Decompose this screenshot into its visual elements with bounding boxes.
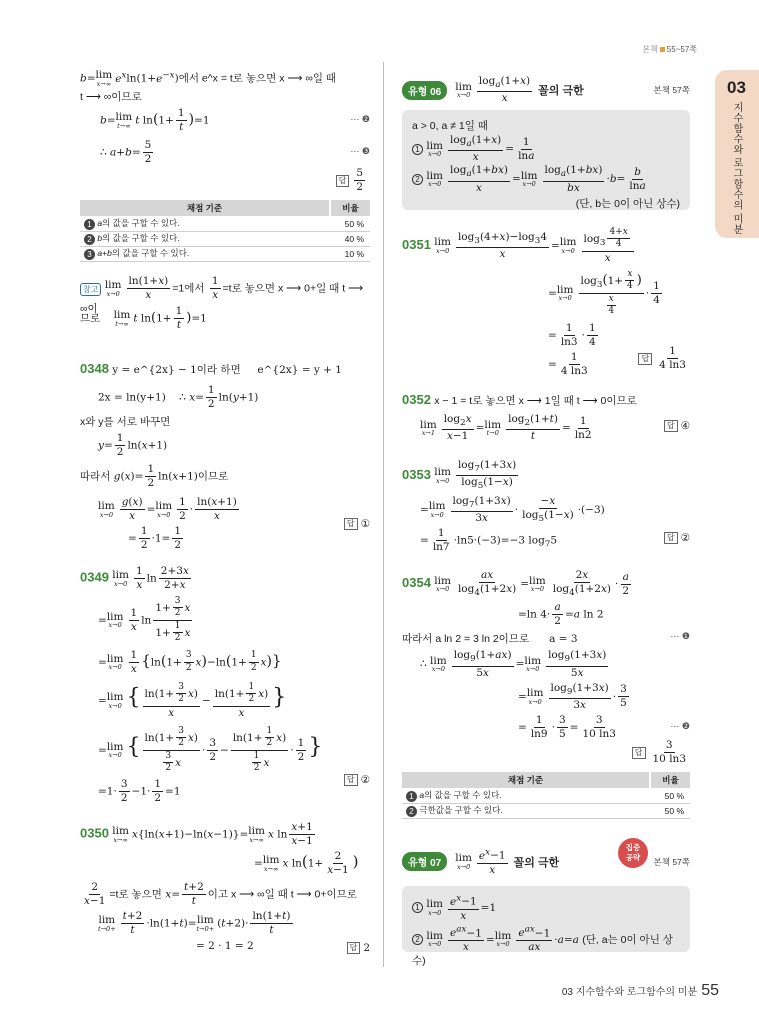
table-row: 2 b의 값을 구할 수 있다. 40 % <box>80 231 370 246</box>
type-07-header: 유형 07 lim x→0 $\frac{e^x-1}{x}$ 꼴의 극한 본책 57쪽 <box>402 848 690 876</box>
a-plus-b-line: ∴ a+b= $\frac{5}{2}$ ⋯ ❸ <box>100 139 370 166</box>
page-number: 55 <box>701 982 719 999</box>
type-06-header: 유형 06 lim x→0 $\frac{\log_a(1+x)}{x}$ 꼴의 극한 본책 57쪽 <box>402 76 690 104</box>
reference-note: 참고 lim x→0 $\frac{\ln(1+x)}{x}$ =1에서 $\frac{1}{x}$ =t로 놓으면 x ⟶ 0+일 때 t ⟶ ∞이 <box>80 275 364 316</box>
orange-square-icon <box>660 47 665 52</box>
type-07-badge: 유형 07 <box>402 852 447 871</box>
table-row: 2 극한값을 구할 수 있다. 50 % <box>402 803 690 818</box>
problem-0350: 0350 lim x→∞ x{ln(x+1)−ln(x−1)}= lim x→∞ x ln $\frac{x+1}{x-1}$ = lim x→∞ x ln(1+ $\frac{2}{x-1}$ ) $\frac{2}{x-1}$ =t로 놓으면 x= $\frac{t+2}{t}$ 이고 x ⟶ ∞일 때 t ⟶ 0+이므로 lim t→0+ $\frac{t+2}{t}$ ·ln(1+t)= lim t→0+ (t+2)· $\frac{\ln(1+t)}{t}$ = 2 · 1 = 2 답 2 <box>80 821 370 954</box>
table-row: 1 a의 값을 구할 수 있다. 50 % <box>80 216 370 231</box>
chapter-title: 지수함수와 로그함수의 미분 <box>731 102 742 235</box>
problem-0354: 0354 lim x→0 $\frac{ax}{\log_4(1+2x)}$ = lim x→0 $\frac{2x}{\log_4(1+2x)}$ · $\frac{a}{2}$ =ln 4· $\frac{a}{2}$ =a ln 2 따라서 a ln 2 = 3 ln 2이므로 a = 3 ⋯ ❶ ∴ lim x→0 $\frac{\log_9(1+ax)}{5x}$ = lim x→0 $\frac{\log_9(1+3x)}{5x}$ = lim x→0 $\frac{\log_9(1+3x)}{3x}$ · $\frac{3}{5}$ = $\frac{1}{\ln 9}$ · $\frac{3}{5}$ = $\frac{3}{10 \ln 3}$ ⋯ ❷ 답 $\frac{3}{10 \ln 3}$ <box>402 569 690 766</box>
focus-strategy-badge: 집중 공략 <box>618 838 648 868</box>
problem-0349: 0349 lim x→0 $\frac{1}{x}$ ln $\frac{2+3x}{2+x}$ = lim x→0 $\frac{1}{x}$ ln 1+ $\frac{3}{2}$ x 1+ $\frac{1}{2}$ x = lim x→0 $\frac{1}{x}$ {ln(1+ $\frac{3}{2}$ x)−ln(1+ $\frac{1}{2}$ x)} = lim x→0 { ln(1+ $\frac{3}{2}$ x) x − ln(1+ $\frac{1}{2}$ x) x } = lim x→0 { ln(1+ $\frac{3}{2}$ x) $\frac{3}{2}$ x · $\frac{3}{2}$ − ln(1+ $\frac{1}{2}$ x) $\frac{1}{2}$ x · $\frac{1}{2}$ } =1· $\frac{3}{2}$ −1· $\frac{1}{2}$ =1 답 ② <box>80 565 370 805</box>
left-scoring-table: 채점 기준 비율 1 a의 값을 구할 수 있다. 50 % 2 b의 값을 구할 수 있다. 40 % 3 a+b의 값을 구할 수 있다. 10 % <box>80 200 370 262</box>
problem-0352: 0352 x − 1 = t로 놓으면 x ⟶ 1일 때 t ⟶ 0이므로 lim x→1 $\frac{\log_2x}{x-1}$ = lim t→0 $\frac{\log_2(1+t)}{t}$ = $\frac{1}{\ln 2}$ 답 ④ <box>402 392 690 443</box>
book-page-reference: 본책 55~57쪽 <box>642 45 697 54</box>
column-divider <box>383 62 384 967</box>
b-value-line: b= lim t→∞ t ln(1+ $\frac{1}{t}$ )=1 ⋯ ❷ <box>100 107 370 134</box>
answer-5-2: 답 $\frac{5}{2}$ <box>336 168 367 193</box>
type-06-formula-box: a > 0, a ≠ 1일 때 1 lim x→0 $\frac{\log_a(1+x)}{x}$ = $\frac{1}{\ln a}$ 2 lim x→0 $\frac{\log_a(1+bx)}{x}$ = lim x→0 $\frac{\log_a(1+bx)}{bx}$ ·b= $\frac{b}{\ln a}$ (단, b는 0이 아닌 상수) <box>402 110 690 210</box>
reference-note-2: 므로 lim t→∞ t ln(1+ $\frac{1}{t}$ )=1 <box>80 305 207 332</box>
page-footer: 03 지수함수와 로그함수의 미분 55 <box>561 982 719 999</box>
type-07-formula-box: 1 lim x→0 $\frac{e^x-1}{x}$ =1 2 lim x→0 $\frac{e^{ax}-1}{x}$ = lim x→0 $\frac{e^{ax}-1}{ax}$ ·a=a (단, a는 0이 아닌 상수) <box>402 886 690 952</box>
chapter-tab <box>715 70 759 238</box>
right-scoring-table: 채점 기준 비율 1 a의 값을 구할 수 있다. 50 % 2 극한값을 구할 수 있다. 50 % <box>402 772 690 819</box>
prev-solution-intro: b= lim x→∞ $e^x\ln(1+e^{-x})$에서 e^x = t로 놓으면 x ⟶ ∞일 때 t ⟶ ∞이므로 <box>80 69 337 103</box>
chapter-number: 03 <box>727 78 746 97</box>
problem-0348: 0348 y = e^{2x} − 1이라 하면 e^{2x} = y + 1 2x = ln(y+1) ∴ x= $\frac{1}{2}$ ln(y+1) x와 y를 서로 바꾸면 y= $\frac{1}{2}$ ln(x+1) 따라서 g(x)= $\frac{1}{2}$ ln(x+1)이므로 lim x→0 $\frac{g(x)}{x}$ = lim x→0 $\frac{1}{2}$ · $\frac{\ln(x+1)}{x}$ = $\frac{1}{2}$ ·1= $\frac{1}{2}$ 답 ① <box>80 361 370 552</box>
problem-0353: 0353 lim x→0 $\frac{\log_7(1+3x)}{\log_5(1-x)}$ = lim x→0 $\frac{\log_7(1+3x)}{3x}$ · $\frac{-x}{\log_5(1-x)}$ ·(−3) = $\frac{1}{\ln 7}$ ·ln5·(−3)=−3 $\log_75$ 답 ② <box>402 459 690 553</box>
table-row: 3 a+b의 값을 구할 수 있다. 10 % <box>80 246 370 261</box>
type-06-badge: 유형 06 <box>402 81 447 100</box>
problem-0351: 0351 lim x→0 $\frac{\log_3(4+x)-\log_34}{x}$ = lim x→0 $\log_3$ $\frac{4+x}{4}$ x = lim x→0 $\log_3(1+$ $\frac{x}{4}$ ) $\frac{x}{4}$ · $\frac{1}{4}$ = $\frac{1}{\ln 3}$ · $\frac{1}{4}$ = $\frac{1}{4 \ln 3}$ 답 $\frac{1}{4 \ln 3}$ <box>402 227 686 377</box>
table-row: 1 a의 값을 구할 수 있다. 50 % <box>402 788 690 803</box>
